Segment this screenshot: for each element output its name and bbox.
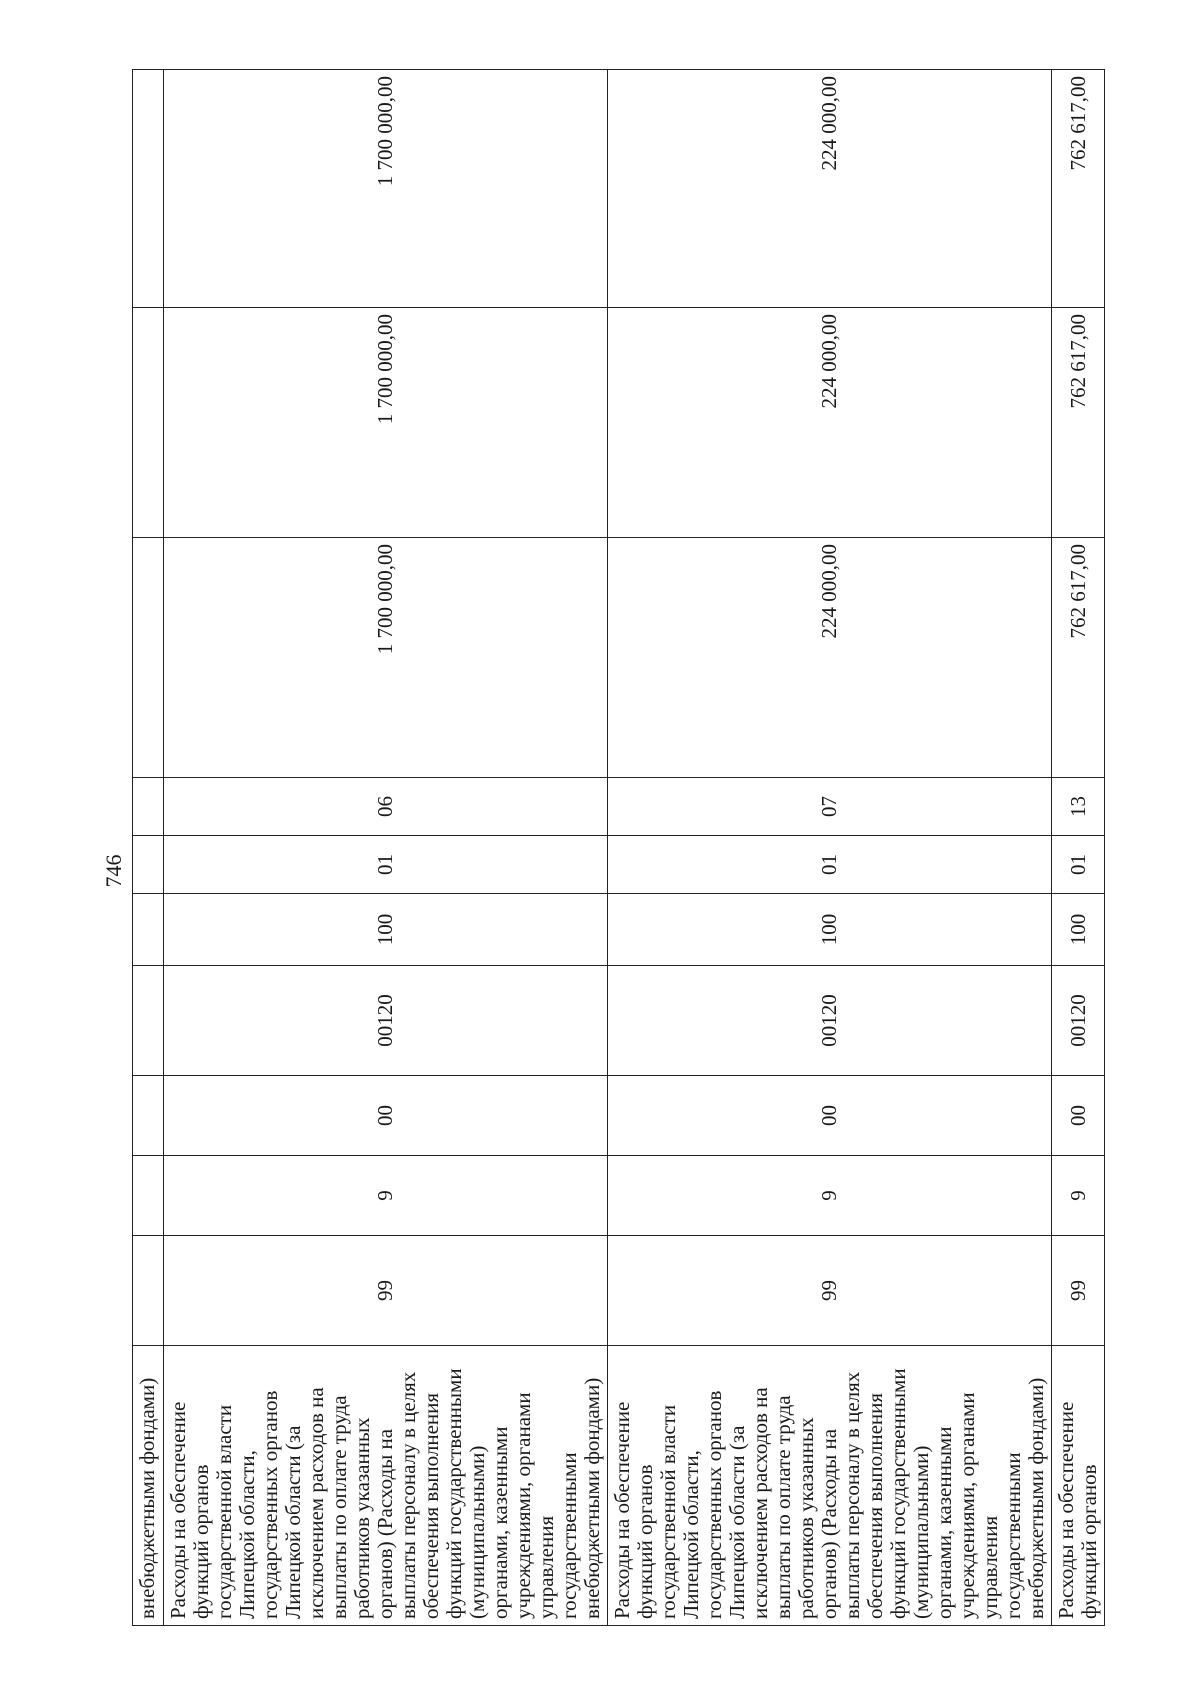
cell-program	[133, 1236, 164, 1346]
row-description: Расходы на обеспечение функций органов государственной власти Липецкой области, государственных органов Липецкой области (за исключением расходов на выплаты по оплате труда работников указанных органов) (Расходы на выплаты персоналу в целях обеспечения выполнения функций государственными (муниципальными) органами, казенными учреждениями, органами управления государственными внебюджетными фондами)	[164, 1346, 608, 1626]
cell-expense-type: 100	[608, 894, 1052, 966]
cell-program: 99	[608, 1236, 1052, 1346]
cell-section: 01	[1052, 836, 1105, 894]
cell-amount-3: 762 617,00	[1052, 70, 1105, 308]
cell-expense-type: 100	[164, 894, 608, 966]
cell-amount-1: 1 700 000,00	[164, 538, 608, 778]
table-row	[164, 70, 608, 1626]
cell-subsection	[133, 778, 164, 836]
cell-direction: 00120	[164, 966, 608, 1076]
cell-amount-1: 762 617,00	[1052, 538, 1105, 778]
table-row	[608, 70, 1052, 1626]
table-row	[133, 70, 164, 1626]
cell-amount-1	[133, 538, 164, 778]
budget-table	[132, 69, 1105, 1626]
cell-expense-type	[133, 894, 164, 966]
cell-expense-type: 100	[1052, 894, 1105, 966]
cell-subprogram	[133, 1156, 164, 1236]
cell-program: 99	[164, 1236, 608, 1346]
cell-subprogram: 9	[608, 1156, 1052, 1236]
cell-amount-1: 224 000,00	[608, 538, 1052, 778]
cell-direction: 00120	[608, 966, 1052, 1076]
cell-amount-3	[133, 70, 164, 308]
page-number: 746	[101, 854, 126, 888]
cell-subprogram: 9	[1052, 1156, 1105, 1236]
cell-program: 99	[1052, 1236, 1105, 1346]
cell-amount-3: 1 700 000,00	[164, 70, 608, 308]
cell-amount-2: 224 000,00	[608, 308, 1052, 538]
cell-subprogram: 9	[164, 1156, 608, 1236]
table-row	[1052, 70, 1105, 1626]
cell-direction: 00120	[1052, 966, 1105, 1076]
cell-section: 01	[608, 836, 1052, 894]
cell-amount-3: 224 000,00	[608, 70, 1052, 308]
cell-amount-2: 1 700 000,00	[164, 308, 608, 538]
cell-direction	[133, 966, 164, 1076]
cell-subsection: 13	[1052, 778, 1105, 836]
row-description: Расходы на обеспечение функций органов государственной власти Липецкой области, государственных органов Липецкой области (за исключением расходов на выплаты по оплате труда работников указанных органов) (Расходы на выплаты персоналу в целях обеспечения выполнения функций государственными (муниципальными) органами, казенными учреждениями, органами управления государственными внебюджетными фондами)	[608, 1346, 1052, 1626]
cell-main-event: 00	[608, 1076, 1052, 1156]
cell-section: 01	[164, 836, 608, 894]
cell-section	[133, 836, 164, 894]
cell-subsection: 06	[164, 778, 608, 836]
cell-main-event: 00	[1052, 1076, 1105, 1156]
cell-amount-2	[133, 308, 164, 538]
rotated-sheet	[132, 70, 1101, 1626]
cell-main-event: 00	[164, 1076, 608, 1156]
cell-main-event	[133, 1076, 164, 1156]
cell-amount-2: 762 617,00	[1052, 308, 1105, 538]
cell-subsection: 07	[608, 778, 1052, 836]
row-description: внебюджетными фондами)	[133, 1346, 164, 1626]
row-description: Расходы на обеспечение функций органов	[1052, 1346, 1105, 1626]
